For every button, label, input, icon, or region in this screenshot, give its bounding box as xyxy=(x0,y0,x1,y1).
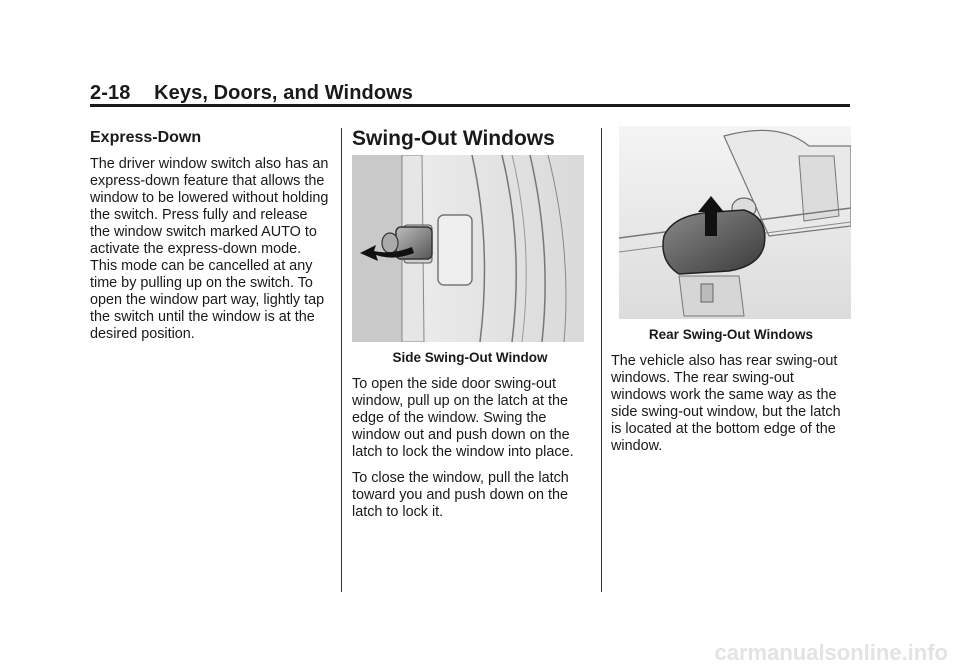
page-number: 2-18 xyxy=(90,82,131,104)
rear-swing-out-windows-figure xyxy=(619,126,851,319)
express-down-heading: Express-Down xyxy=(90,129,202,146)
header-rule xyxy=(90,104,850,107)
page-header xyxy=(90,82,413,105)
express-down-paragraph: The driver window switch also has an express-down feature that allows the window to be lowered without holding the switch. Press fully and release the window switch marked AUTO to activate the express-down mode. This mode can be cancelled at any time by pulling up on the switch. To open the window part way, lightly tap the switch until the window is at the desired position. xyxy=(90,156,329,342)
rear-window-caption: Rear Swing-Out Windows xyxy=(648,327,814,342)
close-side-window-paragraph: To close the window, pull the latch toward you and push down on the latch to lock it. xyxy=(352,470,569,520)
column-divider-2 xyxy=(601,128,602,592)
rear-window-paragraph: The vehicle also has rear swing-out windows. The rear swing-out windows work the same way as the side swing-out window, but the latch is located at the bottom edge of the window. xyxy=(611,353,841,454)
middle-column xyxy=(352,126,588,530)
side-swing-out-window-figure xyxy=(352,155,584,342)
open-side-window-paragraph: To open the side door swing-out window, pull up on the latch at the edge of the window. Swing the window out and push down on the latch to lock the window into place. xyxy=(352,376,574,460)
left-column xyxy=(90,126,330,352)
side-window-caption: Side Swing-Out Window xyxy=(392,350,548,365)
right-column xyxy=(611,126,851,464)
column-divider-1 xyxy=(341,128,342,592)
swing-out-windows-heading: Swing-Out Windows xyxy=(352,127,555,150)
section-title: Keys, Doors, and Windows xyxy=(154,82,414,104)
watermark: carmanualsonline.info xyxy=(714,640,948,665)
